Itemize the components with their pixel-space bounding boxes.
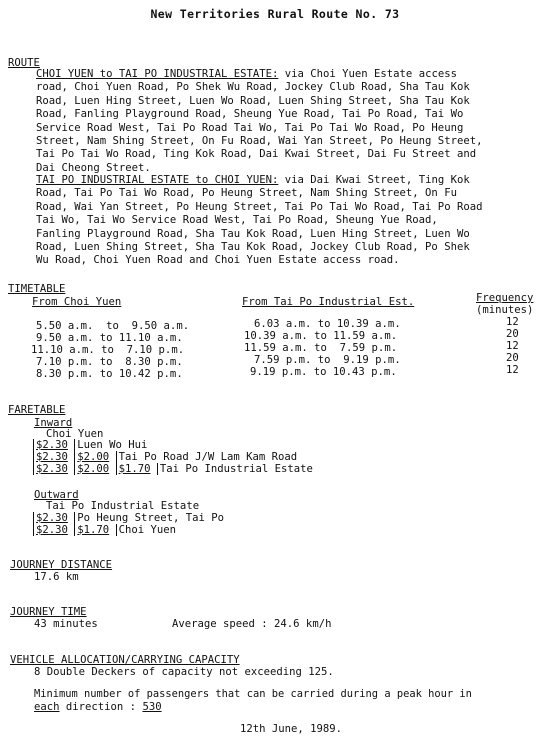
timetable-row-a: 5.50 a.m. to 9.50 a.m. bbox=[36, 320, 190, 332]
route-dir2-line: Road, Tai Po Tai Wo Road, Po Heung Street, Nam Shing Street, On Fu bbox=[36, 187, 457, 200]
fare-cell: $2.00 bbox=[74, 463, 109, 475]
timetable-col-choi-yuen: From Choi Yuen bbox=[32, 296, 122, 308]
fare-cell: $2.30 bbox=[33, 512, 68, 524]
timetable-row-a: 9.50 a.m. to 11.10 a.m. bbox=[36, 332, 183, 344]
route-dir1-line: via Choi Yuen Estate access bbox=[278, 68, 457, 80]
fare-cell: $1.70 bbox=[74, 524, 109, 536]
route-dir2-line: Fanling Playground Road, Sha Tau Kok Road, Luen Hing Street, Luen Wo bbox=[36, 227, 470, 240]
route-dir1-line: Street, Nam Shing Street, On Fu Road, Wai Yan Street, Po Heung Street, bbox=[36, 135, 483, 148]
route-dir1-line: Road, Luen Hing Street, Luen Wo Road, Luen Shing Street, Sha Tau Kok bbox=[36, 94, 470, 107]
vehicle-direction: direction : bbox=[59, 701, 143, 713]
vehicle-capacity-value: 530 bbox=[142, 701, 162, 713]
document-date: 12th June, 1989. bbox=[240, 723, 343, 735]
fare-row bbox=[33, 524, 176, 537]
route-dir2-line: Road, Wai Yan Street, Po Heung Street, Tai Po Tai Wo Road, Tai Po Road bbox=[36, 200, 483, 213]
timetable-heading: TIMETABLE bbox=[8, 283, 66, 295]
fare-cell: $2.00 bbox=[74, 451, 109, 463]
average-speed: Average speed : 24.6 km/h bbox=[172, 618, 332, 630]
timetable-row-b: 10.39 a.m. to 11.59 a.m. bbox=[244, 330, 398, 342]
route-heading: ROUTE bbox=[8, 57, 40, 69]
route-dir2-heading: TAI PO INDUSTRIAL ESTATE to CHOI YUEN: bbox=[36, 174, 279, 186]
timetable-row-b: 6.03 a.m. to 10.39 a.m. bbox=[254, 318, 401, 330]
timetable-row-frequency: 20 bbox=[506, 352, 519, 364]
fare-inward-origin: Choi Yuen bbox=[46, 428, 104, 440]
timetable-row-b: 11.59 a.m. to 7.59 p.m. bbox=[244, 342, 398, 354]
route-dir2-line: via Dai Kwai Street, Ting Kok bbox=[278, 174, 470, 186]
fare-stop: Choi Yuen bbox=[116, 524, 176, 536]
fare-inward-label: Inward bbox=[34, 417, 73, 429]
fare-stop: Po Heung Street, Tai Po bbox=[74, 512, 224, 524]
fare-cell: $2.30 bbox=[33, 463, 68, 475]
timetable-col-frequency: Frequency bbox=[476, 292, 534, 304]
route-dir2-line: Wu Road, Choi Yuen Road and Choi Yuen Estate access road. bbox=[36, 254, 400, 267]
faretable-heading: FARETABLE bbox=[8, 404, 66, 416]
fare-cell: $1.70 bbox=[116, 463, 151, 475]
route-dir1-line: Dai Cheong Street. bbox=[36, 161, 151, 174]
timetable-row-a: 11.10 a.m. to 7.10 p.m. bbox=[31, 344, 185, 356]
route-dir1-line: Service Road West, Tai Po Road Tai Wo, Tai Po Tai Wo Road, Po Heung bbox=[36, 121, 464, 134]
vehicle-heading: VEHICLE ALLOCATION/CARRYING CAPACITY bbox=[10, 654, 240, 666]
fare-cell: $2.30 bbox=[33, 524, 68, 536]
fare-outward-label: Outward bbox=[34, 489, 79, 501]
journey-distance-value: 17.6 km bbox=[34, 571, 79, 583]
fare-cell: $2.30 bbox=[33, 451, 68, 463]
vehicle-capacity-line bbox=[34, 701, 162, 714]
vehicle-capacity-text: Minimum number of passengers that can be carried during a peak hour in bbox=[34, 688, 472, 700]
timetable-row-frequency: 12 bbox=[506, 364, 519, 376]
vehicle-allocation: 8 Double Deckers of capacity not exceeding 125. bbox=[34, 666, 334, 678]
timetable-col-tai-po: From Tai Po Industrial Est. bbox=[242, 296, 415, 308]
fare-outward-origin: Tai Po Industrial Estate bbox=[46, 500, 200, 512]
journey-time-heading: JOURNEY TIME bbox=[10, 606, 87, 618]
fare-stop: Tai Po Industrial Estate bbox=[157, 463, 313, 475]
route-dir2 bbox=[36, 174, 546, 268]
route-dir1-line: Road, Fanling Playground Road, Sheung Yue Road, Tai Po Road, Tai Wo bbox=[36, 108, 464, 121]
fare-stop: Tai Po Road J/W Lam Kam Road bbox=[116, 451, 298, 463]
timetable-row-frequency: 20 bbox=[506, 328, 519, 340]
timetable-row-a: 7.10 p.m. to 8.30 p.m. bbox=[36, 356, 183, 368]
fare-stop: Luen Wo Hui bbox=[74, 439, 147, 451]
route-dir1-heading: CHOI YUEN to TAI PO INDUSTRIAL ESTATE: bbox=[36, 68, 279, 80]
timetable-row-b: 9.19 p.m. to 10.43 p.m. bbox=[250, 366, 397, 378]
route-dir1-line: road, Choi Yuen Road, Po Shek Wu Road, Jockey Club Road, Sha Tau Kok bbox=[36, 81, 470, 94]
journey-time-value: 43 minutes bbox=[34, 618, 98, 630]
route-dir2-line: Road, Luen Shing Street, Sha Tau Kok Road, Jockey Club Road, Po Shek bbox=[36, 241, 470, 254]
timetable-row-frequency: 12 bbox=[506, 340, 519, 352]
route-dir1-line: Tai Po Tai Wo Road, Ting Kok Road, Dai Kwai Street, Dai Fu Street and bbox=[36, 148, 477, 161]
timetable-row-a: 8.30 p.m. to 10.42 p.m. bbox=[36, 368, 183, 380]
journey-distance-heading: JOURNEY DISTANCE bbox=[10, 559, 113, 571]
fare-row bbox=[33, 463, 313, 476]
timetable-col-frequency-unit: (minutes) bbox=[476, 304, 534, 316]
page-title: New Territories Rural Route No. 73 bbox=[150, 7, 400, 21]
route-dir1 bbox=[36, 68, 546, 175]
timetable-row-frequency: 12 bbox=[506, 316, 519, 328]
vehicle-each: each bbox=[34, 701, 60, 713]
timetable-row-b: 7.59 p.m. to 9.19 p.m. bbox=[254, 354, 401, 366]
fare-cell: $2.30 bbox=[33, 439, 68, 451]
route-dir2-line: Tai Wo, Tai Wo Service Road West, Tai Po Road, Sheung Yue Road, bbox=[36, 214, 438, 227]
